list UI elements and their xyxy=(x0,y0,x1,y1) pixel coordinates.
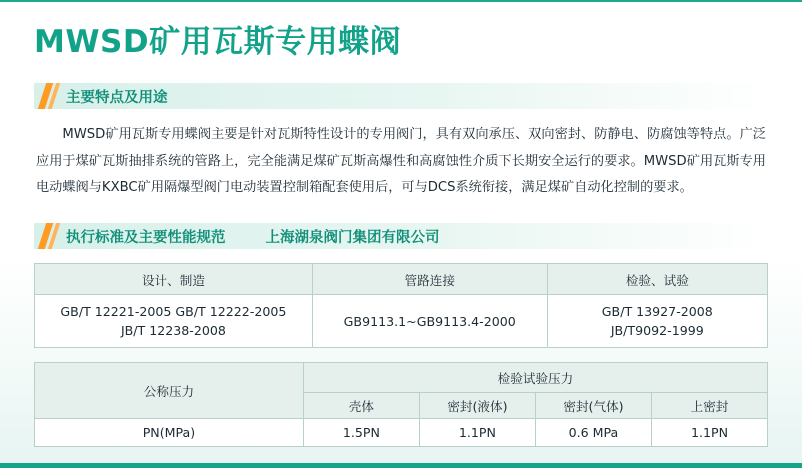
section-title-standards: 执行标准及主要性能规范 xyxy=(66,229,226,246)
cell-seal-gas-value: 0.6 MPa xyxy=(535,419,651,447)
table-row xyxy=(35,295,768,348)
cell-line: JB/T9092-1999 xyxy=(610,323,704,339)
column-header-seal-gas: 密封(气体) xyxy=(535,393,651,419)
cell-line: GB/T 12221-2005 GB/T 12222-2005 xyxy=(60,303,287,319)
features-paragraph: MWSD矿用瓦斯专用蝶阀主要是针对瓦斯特性设计的专用阀门，具有双向承压、双向密封、防静电、防腐蚀等特点。广泛应用于煤矿瓦斯抽排系统的管路上，完全能满足煤矿瓦斯高爆性和高腐蚀性介质下长期安全运行的要求。MWSD矿用瓦斯专用电动蝶阀与KXBC矿用隔爆型阀门电动装置控制箱配套使用后，可与DCS系统衔接，满足煤矿自动化控制的要求。 xyxy=(36,127,766,195)
cell-line: JB/T 12238-2008 xyxy=(120,323,226,339)
cell-upper-seal-value: 1.1PN xyxy=(651,419,767,447)
table-header-row xyxy=(35,264,768,295)
column-header-inspection: 检验、试验 xyxy=(547,264,767,295)
page-title: MWSD矿用瓦斯专用蝶阀 xyxy=(34,24,402,60)
section-title-features: 主要特点及用途 xyxy=(66,89,168,106)
cell-line: GB/T 13927-2008 xyxy=(601,303,713,319)
cell-piping-standards xyxy=(312,295,547,348)
table-header-row xyxy=(35,363,768,393)
column-header-piping: 管路连接 xyxy=(312,264,547,295)
cell-inspection-standards xyxy=(547,295,767,348)
cell-line: GB9113.1~GB9113.4-2000 xyxy=(343,313,516,329)
cell-shell-value: 1.5PN xyxy=(303,419,419,447)
section-header-standards xyxy=(34,223,768,249)
table-row xyxy=(35,419,768,447)
cell-pn-unit: PN(MPa) xyxy=(35,419,304,447)
standards-table xyxy=(34,263,768,348)
cell-design-standards xyxy=(35,295,313,348)
column-header-nominal-pressure: 公称压力 xyxy=(35,363,304,419)
column-header-test-pressure-group: 检验试验压力 xyxy=(303,363,767,393)
column-header-upper-seal: 上密封 xyxy=(651,393,767,419)
column-header-shell: 壳体 xyxy=(303,393,419,419)
section-header-features xyxy=(34,83,768,109)
pressure-table xyxy=(34,362,768,447)
column-header-design: 设计、制造 xyxy=(35,264,313,295)
cell-seal-liquid-value: 1.1PN xyxy=(419,419,535,447)
company-name: 上海湖泉阀门集团有限公司 xyxy=(265,229,440,246)
column-header-seal-liquid: 密封(液体) xyxy=(419,393,535,419)
